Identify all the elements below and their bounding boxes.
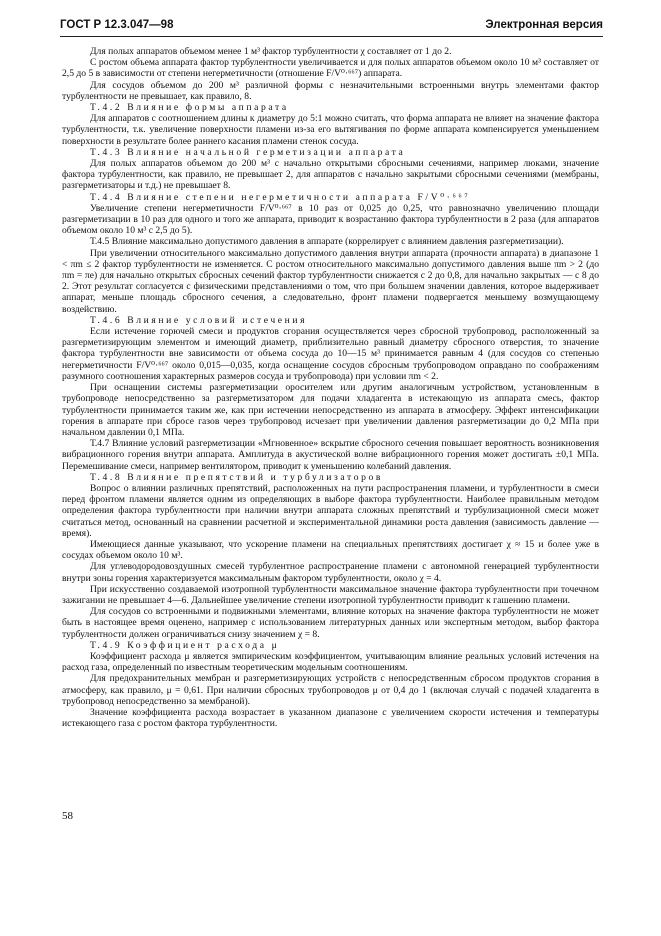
paragraph: Если истечение горючей смеси и продуктов сгорания осуществляется через сбросной трубопровод, расположенный за разгерметизирующим элементом и имеющий диаметр, приблизительно равный диаметру сбросного отверстия, то значение фактора турбулентности вне зависимости от объема сосуда до 10—15 м³ принимается равным 4 (для сосудов со степенью негерметичности F/V⁰·⁶⁶⁷ около 0,015—0,035, когда оснащение сосудов сбросным трубопроводом оправдано по соображениям разумного соотношения характерных размеров сосуда и трубопровода) при условии πm < 2.: [62, 326, 599, 382]
section-heading: Т.4.8 Влияние препятствий и турбулизаторов: [90, 471, 384, 483]
section-heading: Т.4.2 Влияние формы аппарата: [90, 102, 289, 114]
paragraph: Имеющиеся данные указывают, что ускорение пламени на специальных препятствиях достигает χ ≈ 15 и более уже в сосудах объемом около 10 м³.: [62, 538, 599, 562]
paragraph: Увеличение степени негерметичности F/V⁰·⁶⁶⁷ в 10 раз от 0,025 до 0,25, что равнозначно увеличению площади разгерметизации в 10 раз для одного и того же аппарата, приводит к возрастанию фактора турбулентности в 2 раза (для аппаратов объемом около 10 м³ с 2,5 до 5).: [62, 202, 599, 237]
paragraph: Значение коэффициента расхода возрастает в указанном диапазоне с увеличением скорости истечения и температуры истекающего газа с ростом фактора турбулентности.: [62, 706, 599, 730]
header-divider: [60, 36, 603, 37]
paragraph: При оснащении системы разгерметизации оросителем или другим аналогичным устройством, установленным в трубопроводе непосредственно за разгерметизатором для подачи хладагента в истекающую из аппарата смесь, фактор турбулентности принимается таким же, как при истечении непосредственно из аппарата в атмосферу. Эффект интенсификации горения в аппарате при сбросе газов через трубопровод исчезает при увеличении давления разгерметизации до 0,2 МПа при начальном давлении 0,1 МПа.: [62, 382, 599, 438]
edition-label: Электронная версия: [485, 19, 603, 31]
section-heading: Т.4.4 Влияние степени негерметичности аппарата F/V⁰·⁶⁶⁷: [90, 191, 471, 203]
paragraph: С ростом объема аппарата фактор турбулентности увеличивается и для полых аппаратов объемом около 10 м³ составляет от 2,5 до 5 в зависимости от степени негерметичности (отношение F/V⁰·⁶⁶⁷) аппарата.: [62, 57, 599, 80]
paragraph: При искусственно создаваемой изотропной турбулентности максимальное значение фактора турбулентности при точечном зажигании не превышает 4—6. Дальнейшее увеличение степени изотропной турбулентности приводит к гашению пламени.: [62, 583, 599, 606]
paragraph: Для углеводородовоздушных смесей турбулентное распространение пламени с автономной генерацией турбулентности внутри зоны горения характеризуется максимальным фактором турбулентности, около χ = 4.: [62, 561, 599, 584]
paragraph: Для полых аппаратов объемом до 200 м³ с начально открытыми сбросными сечениями, например люками, значение фактора турбулентности, как правило, не превышает 2, для аппаратов с начально закрытыми сбросными сечениями (мембраны, разгерметизаторы и т.д.) не превышает 8.: [62, 158, 599, 192]
paragraph: При увеличении относительного максимально допустимого давления внутри аппарата (прочности аппарата) в диапазоне 1 < πm ≤ 2 фактор турбулентности не изменяется. С ростом относительного максимально допустимого давления выше πm > 2 (до πm = πe) для начально открытых сбросных сечений фактор турбулентности снижается с 2 до 0,8, для начально закрытых — с 8 до 2. Этот результат согласуется с физическими представлениями о том, что при большем значении давления, которое выдерживает аппарат, меньше площадь сбросного сечения, а следовательно, фронт пламени подвергается меньшему возмущающему воздействию.: [62, 247, 599, 315]
section-heading: Т.4.9 Коэффициент расхода μ: [90, 639, 280, 651]
section-heading: Т.4.3 Влияние начальной герметизации аппарата: [90, 146, 406, 158]
document-body: [62, 46, 599, 729]
paragraph: Для сосудов со встроенными и подвижными элементами, влияние которых на значение фактора турбулентности не может быть в настоящее время оценено, например с использованием литературных данных или экспертным методом, выбор фактора турбулентности должен ограничиваться снизу значением χ = 8.: [62, 606, 599, 640]
section-heading: Т.4.6 Влияние условий истечения: [90, 314, 308, 326]
paragraph: Для аппаратов с соотношением длины к диаметру до 5:1 можно считать, что форма аппарата не влияет на значение фактора турбулентности, т.к. увеличение поверхности пламени из-за его вытягивания по форме аппарата компенсируется уменьшением поверхности в результате более раннего касания пламени стенок сосуда.: [62, 113, 599, 147]
paragraph: Т.4.7 Влияние условий разгерметизации «Мгновенное» вскрытие сбросного сечения повышает вероятность возникновения вибрационного горения внутри аппарата. Амплитуда в акустической волне вибрационного горения может достигать ±0,1 МПа. Перемешивание смеси, например вентилятором, приводит к уменьшению колебаний давления.: [62, 438, 599, 472]
paragraph: Для сосудов объемом до 200 м³ различной формы с незначительными встроенными внутрь элементами фактор турбулентности не превышает, как правило, 8.: [62, 79, 599, 102]
standard-code: ГОСТ Р 12.3.047—98: [60, 19, 174, 31]
paragraph: Для полых аппаратов объемом менее 1 м³ фактор турбулентности χ составляет от 1 до 2.: [90, 46, 452, 57]
paragraph: Коэффициент расхода μ является эмпирическим коэффициентом, учитывающим влияние реальных условий истечения на расход газа, определенный по известным теоретическим модельным соотношениям.: [62, 650, 599, 674]
paragraph: Для предохранительных мембран и разгерметизирующих устройств с непосредственным сбросом продуктов сгорания в атмосферу, как правило, μ = 0,61. При наличии сбросных трубопроводов μ от 0,4 до 1 (включая случай с подачей хладагента в трубопровод непосредственно за мембраной).: [62, 673, 599, 707]
paragraph: Вопрос о влиянии различных препятствий, расположенных на пути распространения пламени, и турбулентности в смеси перед фронтом пламени является одним из определяющих в выборе фактора турбулентности. Наиболее правильным методом определения фактора турбулентности при наличии внутри аппарата сложных препятствий и турбулизационной смеси может считаться метод, основанный на сравнении расчетной и экспериментальной динамики роста давления (зависимость давление — время).: [62, 482, 599, 539]
page-number: 58: [62, 810, 73, 822]
paragraph: Т.4.5 Влияние максимально допустимого давления в аппарате (коррелирует с влиянием давления разгерметизации).: [90, 236, 564, 248]
